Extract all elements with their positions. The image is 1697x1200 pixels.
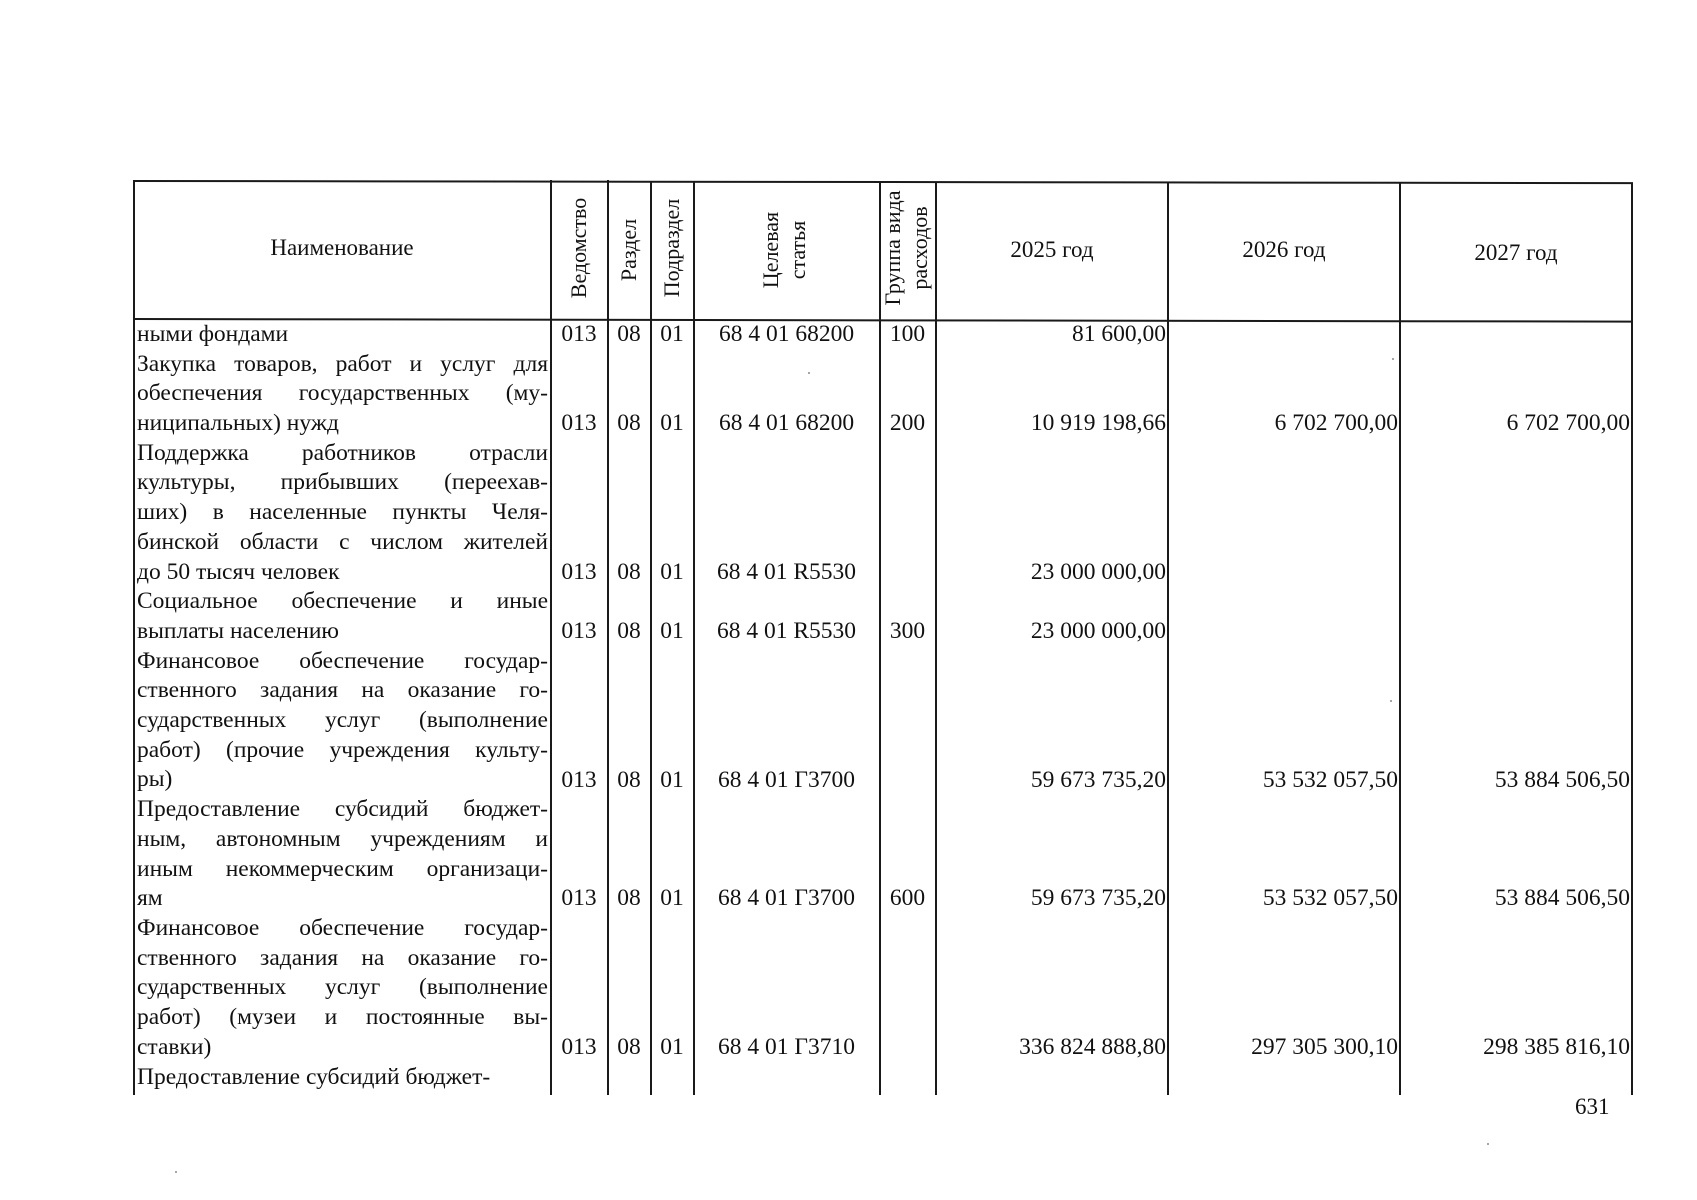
col-border-exp — [935, 182, 937, 1095]
row-name-line: ниципальных) нужд — [137, 410, 339, 437]
cell-exp: 100 — [889, 321, 926, 347]
row-name-line: работ) (музеи и постоянные вы- — [137, 1004, 548, 1031]
header-target-line1: Целевая — [758, 211, 783, 289]
cell-y2027: 53 884 506,50 — [1494, 766, 1630, 793]
row-name-line: выплаты населению — [137, 617, 339, 644]
scan-speck — [808, 372, 810, 374]
scan-speck — [175, 1171, 177, 1173]
row-name-line: Социальное обеспечение и иные — [137, 588, 548, 615]
row-name-line: иным некоммерческим организаци- — [137, 855, 548, 882]
row-name-cell — [137, 587, 548, 646]
cell-exp: 600 — [889, 885, 926, 912]
cell-exp: 200 — [889, 410, 926, 437]
cell-section: 08 — [617, 885, 641, 912]
row-name-line: ры) — [137, 766, 173, 793]
row-name-line: Финансовое обеспечение государ- — [137, 915, 548, 941]
header-2025: 2025 год — [1010, 237, 1094, 262]
cell-y2026: 6 702 700,00 — [1274, 410, 1398, 437]
row-name-line: ными фондами — [137, 321, 289, 347]
row-name-cell — [137, 439, 548, 587]
col-border-2026 — [1399, 183, 1401, 1095]
cell-dept: 013 — [561, 618, 597, 644]
header-2026: 2026 год — [1242, 237, 1326, 262]
cell-subsection: 01 — [660, 1033, 684, 1060]
row-name-line: ственного задания на оказание го- — [137, 944, 548, 971]
cell-section: 08 — [617, 1033, 641, 1060]
scan-speck — [1390, 700, 1392, 702]
cell-subsection: 01 — [660, 885, 684, 912]
header-dept: Ведомство — [566, 197, 591, 299]
row-name-line: работ) (прочие учреждения культу- — [137, 736, 548, 763]
cell-target: 68 4 01 68200 — [718, 410, 855, 437]
cell-y2025: 23 000 000,00 — [1030, 618, 1166, 644]
cell-subsection: 01 — [660, 618, 684, 644]
cell-section: 08 — [617, 321, 641, 347]
cell-exp: 300 — [889, 618, 926, 644]
cell-y2025: 10 919 198,66 — [1030, 410, 1166, 437]
row-name-cell — [137, 795, 548, 914]
cell-dept: 013 — [561, 321, 597, 347]
row-name-cell — [137, 350, 548, 439]
cell-section: 08 — [617, 766, 641, 793]
row-name-line: Предоставление субсидий бюджет- — [137, 1063, 491, 1090]
page-number: 631 — [1575, 1094, 1610, 1119]
row-name-line: бинской области с числом жителей — [137, 528, 548, 555]
col-border-2025 — [1167, 182, 1169, 1095]
row-name-cell — [137, 1063, 548, 1093]
header-exp-line1: Группа вида — [880, 190, 905, 306]
row-name-line: сударственных услуг (выполнение — [137, 974, 548, 1001]
header-target-line2: статья — [785, 220, 810, 280]
header-subsection: Подраздел — [659, 198, 684, 298]
cell-subsection: 01 — [660, 558, 684, 585]
header-section: Раздел — [616, 218, 641, 282]
cell-y2026: 297 305 300,10 — [1251, 1033, 1398, 1060]
cell-y2027: 6 702 700,00 — [1506, 410, 1630, 437]
cell-dept: 013 — [561, 410, 597, 437]
row-name-line: ям — [137, 885, 163, 912]
cell-target: 68 4 01 Г3700 — [718, 766, 855, 793]
table-top-border — [133, 180, 1633, 184]
col-border-left — [133, 180, 135, 1095]
row-name-line: ным, автономным учреждениям и — [137, 825, 548, 852]
cell-target: 68 4 01 68200 — [718, 321, 855, 347]
cell-dept: 013 — [561, 885, 597, 912]
cell-y2026: 53 532 057,50 — [1262, 766, 1398, 793]
row-name-line: ставки) — [137, 1033, 212, 1060]
cell-y2027: 53 884 506,50 — [1494, 885, 1630, 912]
cell-y2025: 81 600,00 — [1072, 321, 1166, 347]
scan-speck — [1392, 358, 1394, 360]
row-name-cell — [137, 914, 548, 1062]
cell-y2027: 298 385 816,10 — [1483, 1033, 1630, 1060]
cell-target: 68 4 01 R5530 — [716, 618, 857, 644]
row-name-line: сударственных услуг (выполнение — [137, 707, 548, 734]
row-name-line: Предоставление субсидий бюджет- — [137, 796, 548, 823]
row-name-line: Финансовое обеспечение государ- — [137, 647, 548, 674]
col-border-right — [1631, 184, 1633, 1095]
scan-speck — [1487, 1143, 1489, 1145]
cell-subsection: 01 — [660, 766, 684, 793]
row-name-cell — [137, 320, 548, 350]
row-name-line: культуры, прибывших (переехав- — [137, 469, 548, 496]
row-name-line: Закупка товаров, работ и услуг для — [137, 350, 548, 377]
cell-y2025: 59 673 735,20 — [1030, 766, 1166, 793]
row-name-cell — [137, 647, 548, 795]
cell-target: 68 4 01 Г3710 — [718, 1033, 855, 1060]
cell-y2025: 336 824 888,80 — [1019, 1033, 1166, 1060]
cell-y2026: 53 532 057,50 — [1262, 885, 1398, 912]
cell-subsection: 01 — [660, 321, 684, 347]
cell-section: 08 — [617, 558, 641, 585]
row-name-line: ственного задания на оказание го- — [137, 677, 548, 704]
header-2027: 2027 год — [1474, 240, 1558, 265]
row-name-line: Поддержка работников отрасли — [137, 439, 548, 466]
row-name-line: до 50 тысяч человек — [137, 558, 340, 585]
header-exp-line2: расходов — [907, 206, 932, 290]
cell-subsection: 01 — [660, 410, 684, 437]
cell-y2025: 59 673 735,20 — [1030, 885, 1166, 912]
cell-section: 08 — [617, 618, 641, 644]
cell-target: 68 4 01 Г3700 — [718, 885, 855, 912]
cell-dept: 013 — [561, 558, 597, 585]
cell-y2025: 23 000 000,00 — [1030, 558, 1166, 585]
row-name-line: обеспечения государственных (му- — [137, 380, 548, 407]
cell-section: 08 — [617, 410, 641, 437]
cell-dept: 013 — [561, 766, 597, 793]
cell-dept: 013 — [561, 1033, 597, 1060]
row-name-line: ших) в населенные пункты Челя- — [137, 499, 548, 526]
cell-target: 68 4 01 R5530 — [716, 558, 857, 585]
header-name: Наименование — [270, 235, 414, 260]
